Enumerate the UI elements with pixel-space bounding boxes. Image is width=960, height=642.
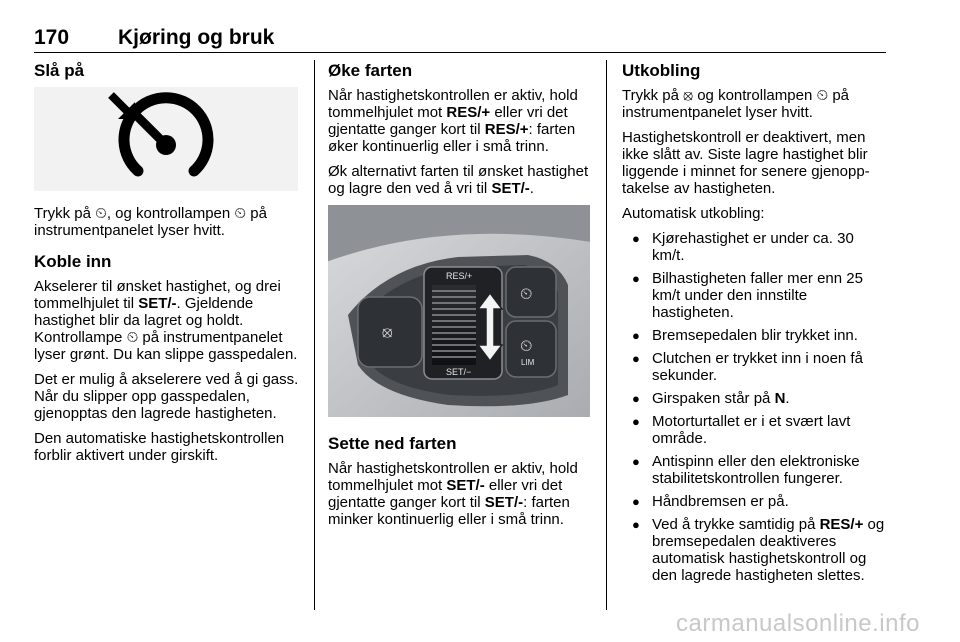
steering-wheel-photo <box>328 205 590 417</box>
wheel-lim-label: LIM <box>521 358 535 367</box>
list-item: ● Clutchen er trykket inn i noen få sekunder. <box>622 350 888 384</box>
list-item: ● Girspaken står på N. <box>622 390 888 407</box>
list-item: ● Bremsepedalen blir trykket inn. <box>622 327 888 344</box>
cruise-control-icon: ⏲ <box>126 329 139 346</box>
paragraph-increase: Når hastighetskontrollen er aktiv, hold tommelhjulet mot RES/+ eller vri det gjentatte ganger kort til RES/+: farten øker kontinuerlig eller i små trinn. <box>328 87 578 155</box>
wheel-set-label: SET/− <box>446 367 472 377</box>
column-divider-1 <box>314 60 315 610</box>
section-heading-sette-ned-farten: Sette ned farten <box>328 434 457 453</box>
paragraph-gearshift: Den automatiske hastighetskontrollen forblir aktivert under girskift. <box>34 430 285 464</box>
section-heading-oke-farten: Øke farten <box>328 61 413 80</box>
column-divider-2 <box>606 60 607 610</box>
cruise-control-large-icon <box>34 87 298 191</box>
steering-wheel-controls-illustration <box>328 205 590 417</box>
cruise-control-icon: ⏲ <box>234 205 247 222</box>
svg-text:⏲: ⏲ <box>520 338 533 355</box>
cruise-control-icon: ⏲ <box>816 87 829 104</box>
list-item: ● Kjørehastighet er under ca. 30 km/t. <box>622 230 888 264</box>
section-heading-utkobling: Utkobling <box>622 61 701 80</box>
paragraph-deactivated: Hastighetskontroll er deaktivert, men ikke slått av. Siste lagre hastighet blir liggende i minnet for senere gjenopptakelse av hastigheten. <box>622 129 870 197</box>
page-title: Kjøring og bruk <box>118 26 275 49</box>
column-middle <box>328 60 592 536</box>
paragraph-disengage: Trykk på ⦻ og kontrollampen ⏲ på instrumentpanelet lyser hvitt. <box>622 87 850 121</box>
wheel-res-label: RES/+ <box>446 271 473 281</box>
list-item: ● Ved å trykke samtidig på RES/+ og bremsepedalen deaktiveres automatisk hastighetskontroll og den lagrede hastigheten slettes. <box>622 516 888 584</box>
cruise-control-illustration <box>34 87 298 191</box>
list-item: ● Motorturtallet er i et svært lavt område. <box>622 413 888 447</box>
paragraph-engage: Akselerer til ønsket hastighet, og drei tommelhjulet til SET/-. Gjeldende hastighet blir da lagret og holdt. Kontrollampe ⏲ på instrumentpanelet lyser grønt. Du kan slippe gasspedalen. <box>34 278 298 363</box>
paragraph-increase-alt: Øk alternativt farten til ønsket hastighet og lagre den ved å vri til SET/-. <box>328 163 589 197</box>
paragraph-auto-off-intro: Automatisk utkobling: <box>622 205 765 222</box>
page-number: 170 <box>34 26 70 49</box>
cruise-control-icon: ⏲ <box>95 205 107 222</box>
section-heading-koble-inn: Koble inn <box>34 252 112 271</box>
list-item: ● Bilhastigheten faller mer enn 25 km/t under den innstilte hastigheten. <box>622 270 888 321</box>
list-item: ● Håndbremsen er på. <box>622 493 888 510</box>
svg-text:⏲: ⏲ <box>520 286 533 303</box>
paragraph-accelerate: Det er mulig å akselerere ved å gi gass. Når du slipper opp gasspedalen, gjenopptas den lagrede hastigheten. <box>34 371 299 422</box>
watermark: carmanualsonline.info <box>676 610 920 637</box>
column-left <box>34 60 302 472</box>
column-right <box>622 60 888 590</box>
paragraph-decrease: Når hastighetskontrollen er aktiv, hold tommelhjulet mot SET/- eller vri det gjentatte ganger kort til SET/-: farten minker kontinuerlig eller i små trinn. <box>328 460 578 528</box>
paragraph-turn-on: Trykk på ⏲, og kontrollampen ⏲ på instrumentpanelet lyser hvitt. <box>34 205 267 239</box>
section-heading-sla-pa: Slå på <box>34 61 85 80</box>
header-rule <box>34 52 886 53</box>
list-item: ● Antispinn eller den elektroniske stabilitetskontrollen fungerer. <box>622 453 888 487</box>
svg-text:⦻: ⦻ <box>382 324 393 341</box>
auto-off-list <box>622 230 888 584</box>
cruise-cancel-icon: ⦻ <box>683 87 694 104</box>
